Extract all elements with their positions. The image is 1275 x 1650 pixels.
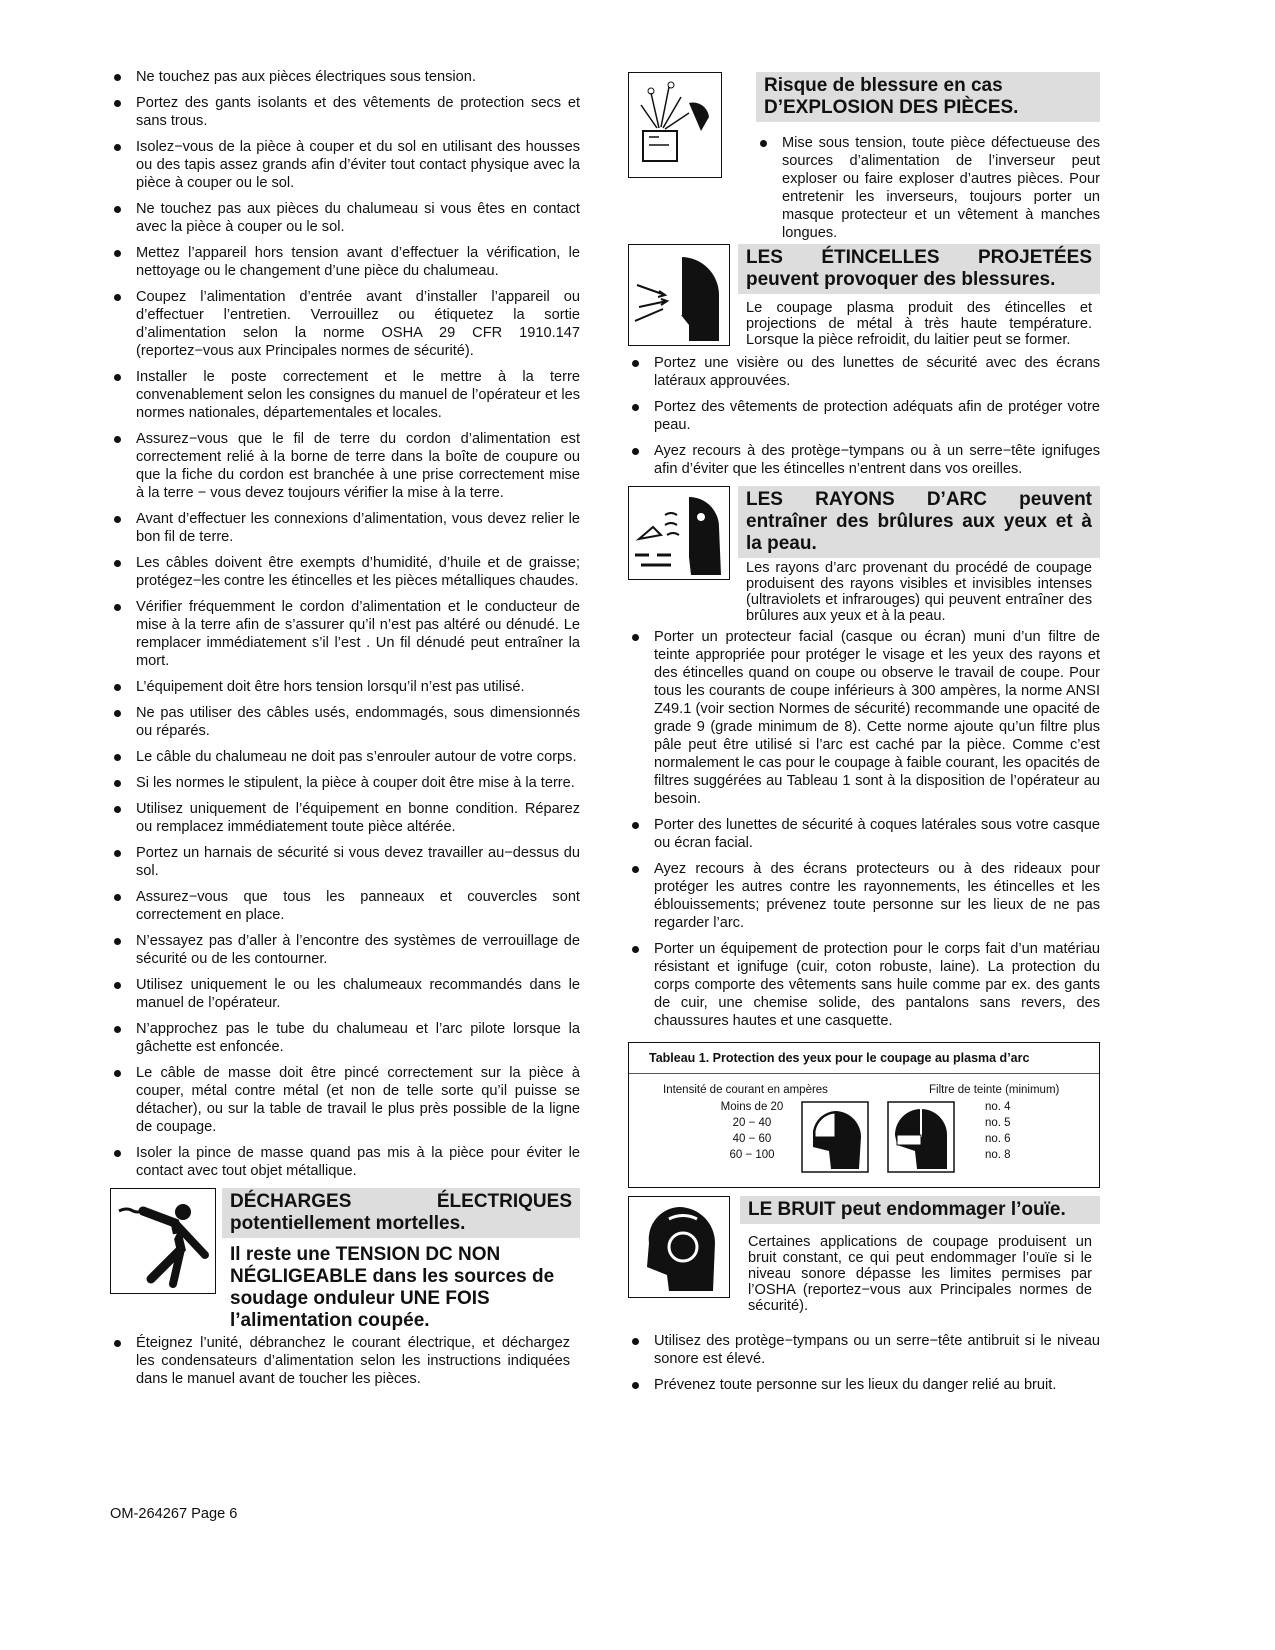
list-item: Assurez−vous que tous les panneaux et couvercles sont correctement en place. bbox=[110, 888, 580, 924]
list-item: Porter des lunettes de sécurité à coques latérales sous votre casque ou écran facial. bbox=[628, 816, 1100, 852]
list-item: Prévenez toute personne sur les lieux du danger relié au bruit. bbox=[628, 1376, 1100, 1394]
list-item: Coupez l’alimentation d’entrée avant d’installer l’appareil ou d’effectuer l’entretien. Verrouillez ou étiquetez la sortie d’alimentation selon la norme OSHA 29 CFR 1910.147 (reportez−vous aux Principales normes de sécurité). bbox=[110, 288, 580, 360]
list-item: Portez une visière ou des lunettes de sécurité avec des écrans latéraux approuvées. bbox=[628, 354, 1100, 390]
left-column bbox=[110, 68, 580, 1396]
list-item: Éteignez l’unité, débranchez le courant électrique, et déchargez les condensateurs d’alimentation selon les instructions indiquées dans le manuel avant de toucher les pièces. bbox=[110, 1334, 570, 1388]
list-item: Mise sous tension, toute pièce défectueuse des sources d’alimentation de l’inverseur peut exploser ou faire exploser d’autres pièces. Pour entretenir les inverseurs, toujours porter un masque protecteur et un vêtement à manches longues. bbox=[756, 134, 1100, 242]
electric-shock-icon bbox=[110, 1188, 216, 1294]
face-shield-icon bbox=[887, 1101, 955, 1173]
table-cell-current: 60 − 100 bbox=[729, 1149, 775, 1161]
col-shade-header: Filtre de teinte (minimum) bbox=[929, 1084, 1060, 1096]
hearing-protection-icon bbox=[628, 1196, 730, 1298]
list-item: N’essayez pas d’aller à l’encontre des systèmes de verrouillage de sécurité ou de les contourner. bbox=[110, 932, 580, 968]
eye-protection-table bbox=[628, 1042, 1100, 1188]
list-item: Le câble du chalumeau ne doit pas s’enrouler autour de votre corps. bbox=[110, 748, 580, 766]
electric-shock-title: DÉCHARGES ÉLECTRIQUES potentiellement mortelles. bbox=[222, 1188, 580, 1238]
list-item: Utilisez uniquement de l’équipement en bonne condition. Réparez ou remplacez immédiatement toute pièce altérée. bbox=[110, 800, 580, 836]
noise-section bbox=[628, 1196, 1100, 1328]
arc-rays-list bbox=[628, 628, 1100, 1030]
table-cell-shade: no. 5 bbox=[985, 1117, 1011, 1129]
list-item: Isolez−vous de la pièce à couper et du sol en utilisant des housses ou des tapis assez grands afin d’éviter tout contact physique avec la pièce à couper ou le sol. bbox=[110, 138, 580, 192]
table-title: Tableau 1. Protection des yeux pour le coupage au plasma d’arc bbox=[629, 1043, 1099, 1074]
table-cell-current: 40 − 60 bbox=[732, 1133, 772, 1145]
sparks-title: LES ÉTINCELLES PROJETÉES peuvent provoquer des blessures. bbox=[738, 244, 1100, 294]
table-cell-current: Moins de 20 bbox=[720, 1101, 784, 1113]
list-item: Si les normes le stipulent, la pièce à couper doit être mise à la terre. bbox=[110, 774, 580, 792]
electrical-safety-list bbox=[110, 68, 580, 1180]
explosion-list bbox=[756, 134, 1100, 242]
arc-rays-description: Les rayons d’arc provenant du procédé de coupage produisent des rayons visibles et invisibles intenses (ultraviolets et infrarouges) qui peuvent entraîner des brûlures aux yeux et à la peau. bbox=[746, 560, 1092, 624]
list-item: Avant d’effectuer les connexions d’alimentation, vous devez relier le bon fil de terre. bbox=[110, 510, 580, 546]
page-footer: OM-264267 Page 6 bbox=[110, 1506, 238, 1522]
sparks-description: Le coupage plasma produit des étincelles et projections de métal à très haute température. Lorsque la pièce refroidit, du laitier peut se former. bbox=[746, 300, 1092, 348]
welding-helmet-icon bbox=[801, 1101, 869, 1173]
list-item: Ayez recours à des protège−tympans ou à un serre−tête ignifuges afin d’éviter que les étincelles n’entrent dans vos oreilles. bbox=[628, 442, 1100, 478]
list-item: N’approchez pas le tube du chalumeau et l’arc pilote lorsque la gâchette est enfoncée. bbox=[110, 1020, 580, 1056]
list-item: Utilisez uniquement le ou les chalumeaux recommandés dans le manuel de l’opérateur. bbox=[110, 976, 580, 1012]
list-item: Porter un équipement de protection pour le corps fait d’un matériau résistant et ignifuge (cuir, coton robuste, laine). La protection du corps comporte des vêtements sans huile comme par ex. des gants de cuir, une chemise solide, des pantalons sans revers, des chaussures hautes et une casquette. bbox=[628, 940, 1100, 1030]
list-item: Vérifier fréquemment le cordon d’alimentation et le conducteur de mise à la terre afin de s’assurer qu’il n’est pas altéré ou dénudé. Le remplacer immédiatement s’il l’est . Un fil dénudé peut entraîner la mort. bbox=[110, 598, 580, 670]
table-cell-shade: no. 8 bbox=[985, 1149, 1011, 1161]
arc-rays-section bbox=[628, 486, 1100, 628]
electric-shock-section bbox=[110, 1188, 580, 1330]
list-item: Mettez l’appareil hors tension avant d’effectuer la vérification, le nettoyage ou le changement d’une pièce du chalumeau. bbox=[110, 244, 580, 280]
list-item: Ne touchez pas aux pièces du chalumeau si vous êtes en contact avec la pièce à couper ou le sol. bbox=[110, 200, 580, 236]
list-item: Ne touchez pas aux pièces électriques sous tension. bbox=[110, 68, 580, 86]
list-item: Utilisez des protège−tympans ou un serre−tête antibruit si le niveau sonore est élevé. bbox=[628, 1332, 1100, 1368]
explosion-section bbox=[628, 72, 1100, 244]
list-item: Ne pas utiliser des câbles usés, endommagés, sous dimensionnés ou réparés. bbox=[110, 704, 580, 740]
col-current-header: Intensité de courant en ampères bbox=[663, 1084, 828, 1096]
exploding-parts-icon bbox=[628, 72, 722, 178]
list-item: Les câbles doivent être exempts d’humidité, d’huile et de graisse; protégez−les contre les étincelles et les pièces métalliques chaudes. bbox=[110, 554, 580, 590]
sparks-list bbox=[628, 354, 1100, 478]
list-item: Ayez recours à des écrans protecteurs ou à des rideaux pour protéger les autres contre les rayonnements, les étincelles et les éblouissements; prévenez toute personne sur les lieux de ne pas regarder l’arc. bbox=[628, 860, 1100, 932]
list-item: L’équipement doit être hors tension lorsqu’il n’est pas utilisé. bbox=[110, 678, 580, 696]
noise-list bbox=[628, 1332, 1100, 1394]
flying-sparks-icon bbox=[628, 244, 730, 346]
list-item: Portez des vêtements de protection adéquats afin de protéger votre peau. bbox=[628, 398, 1100, 434]
right-column bbox=[628, 72, 1100, 1402]
arc-rays-title: LES RAYONS D’ARC peuvent entraîner des brûlures aux yeux et à la peau. bbox=[738, 486, 1100, 558]
list-item: Portez des gants isolants et des vêtements de protection secs et sans trous. bbox=[110, 94, 580, 130]
arc-rays-icon bbox=[628, 486, 730, 580]
list-item: Assurez−vous que le fil de terre du cordon d’alimentation est correctement relié à la borne de terre dans la boîte de coupure ou que la fiche du cordon est branchée à une prise correctement mise à la terre − vous devez toujours vérifier la mise à la terre. bbox=[110, 430, 580, 502]
explosion-title: Risque de blessure en cas D’EXPLOSION DES PIÈCES. bbox=[756, 72, 1100, 122]
list-item: Le câble de masse doit être pincé correctement sur la pièce à couper, métal contre métal (et non de telle sorte qu’il puisse se détacher), ou sur la table de travail le plus près possible de la ligne de coupage. bbox=[110, 1064, 580, 1136]
table-cell-shade: no. 6 bbox=[985, 1133, 1011, 1145]
electric-shock-subtitle: Il reste une TENSION DC NON NÉGLIGEABLE dans les sources de soudage onduleur UNE FOIS l’alimentation coupée. bbox=[230, 1244, 555, 1331]
table-cell-shade: no. 4 bbox=[985, 1101, 1011, 1113]
noise-title: LE BRUIT peut endommager l’ouïe. bbox=[740, 1196, 1100, 1224]
list-item: Installer le poste correctement et le mettre à la terre convenablement selon les consignes du manuel de l’opérateur et les normes nationales, départementales et locales. bbox=[110, 368, 580, 422]
noise-description: Certaines applications de coupage produisent un bruit constant, ce qui peut endommager l’ouïe si le niveau sonore dépasse les limites permises par l’OSHA (reportez−vous aux Principales normes de sécurité). bbox=[748, 1234, 1092, 1314]
list-item: Porter un protecteur facial (casque ou écran) muni d’un filtre de teinte appropriée pour protéger le visage et les yeux des rayons et des étincelles quand on coupe ou observe le travail de coupe. Pour tous les courants de coupe inférieurs à 300 ampères, la norme ANSI Z49.1 (voir section Normes de sécurité) recommande une opacité de grade 9 (grade minimum de 8). Cette norme ajoute qu’un filtre plus pâle peut être utilisé si l’arc est caché par la pièce. Comme c’est normalement le cas pour le coupage à faible courant, les opacités de filtres suggérées au Tableau 1 sont à la disposition de l’opérateur au besoin. bbox=[628, 628, 1100, 808]
table-cell-current: 20 − 40 bbox=[732, 1117, 772, 1129]
list-item: Portez un harnais de sécurité si vous devez travailler au−dessus du sol. bbox=[110, 844, 580, 880]
list-item: Isoler la pince de masse quand pas mis à la pièce pour éviter le contact avec tout objet métallique. bbox=[110, 1144, 580, 1180]
electric-shock-list bbox=[110, 1334, 570, 1388]
sparks-section bbox=[628, 244, 1100, 348]
